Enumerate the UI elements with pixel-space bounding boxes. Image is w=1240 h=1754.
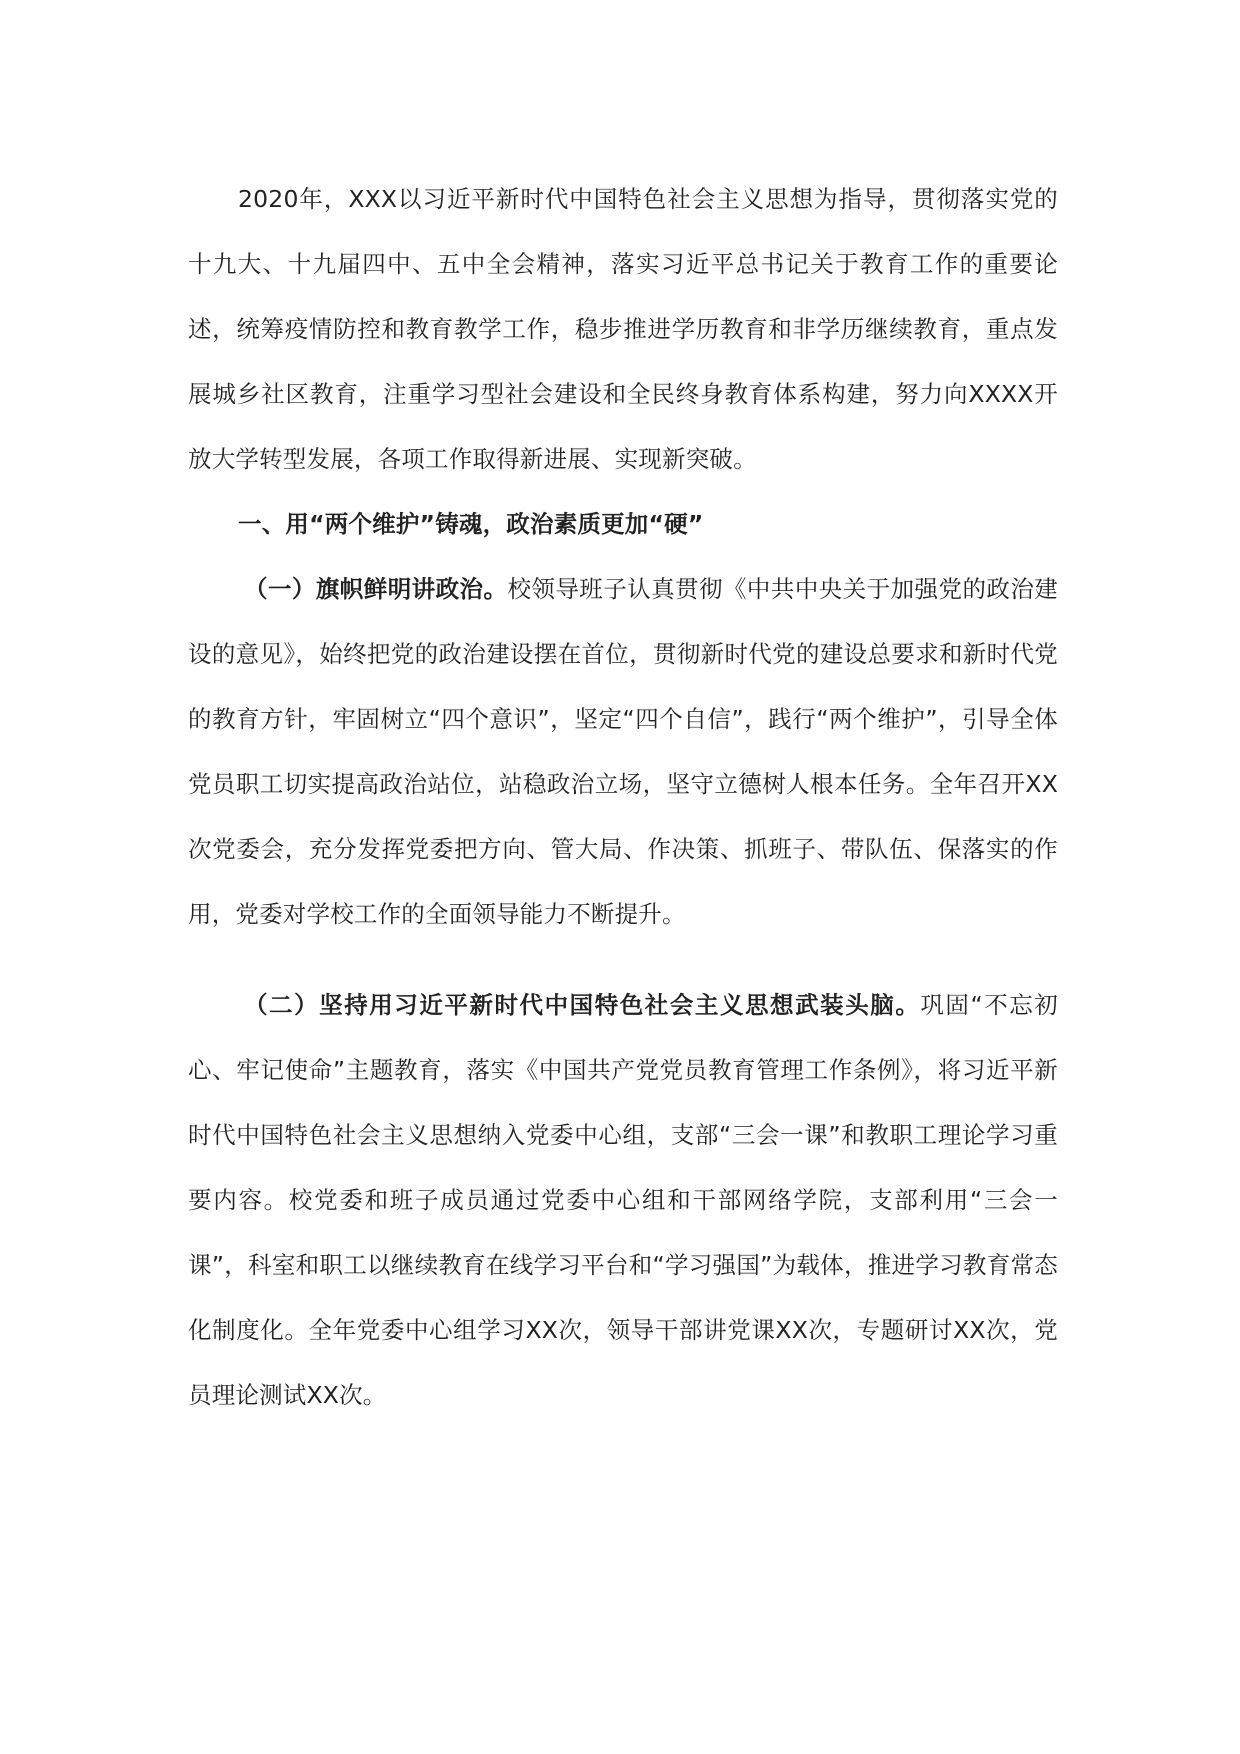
- document-body: [188, 167, 1058, 1428]
- subsection-title-1: （一）旗帜鲜明讲政治。: [244, 575, 508, 603]
- subsection-paragraph-1: [188, 557, 1058, 947]
- subsection-body-1: 校领导班子认真贯彻《中共中央关于加强党的政治建设的意见》，始终把党的政治建设摆在首位，贯彻新时代党的建设总要求和新时代党的教育方针，牢固树立“四个意识”，坚定“四个自信”，践行“两个维护”，引导全体党员职工切实提高政治站位，站稳政治立场，坚守立德树人根本任务。全年召开XX次党委会，充分发挥党委把方向、管大局、作决策、抓班子、带队伍、保落实的作用，党委对学校工作的全面领导能力不断提升。: [188, 575, 1058, 928]
- subsection-title-2: （二）坚持用习近平新时代中国特色社会主义思想武装头脑。: [244, 991, 921, 1019]
- subsection-body-2: 巩固“不忘初心、牢记使命”主题教育，落实《中国共产党党员教育管理工作条例》，将习近平新时代中国特色社会主义思想纳入党委中心组，支部“三会一课”和教职工理论学习重要内容。校党委和班子成员通过党委中心组和干部网络学院，支部利用“三会一课”，科室和职工以继续教育在线学习平台和“学习强国”为载体，推进学习教育常态化制度化。全年党委中心组学习XX次，领导干部讲党课XX次，专题研讨XX次，党员理论测试XX次。: [188, 991, 1059, 1409]
- subsection-paragraph-2: [188, 973, 1058, 1428]
- section-heading: 一、用“两个维护”铸魂，政治素质更加“硬”: [238, 510, 704, 538]
- intro-paragraph: 2020年，XXX以习近平新时代中国特色社会主义思想为指导，贯彻落实党的十九大、十九届四中、五中全会精神，落实习近平总书记关于教育工作的重要论述，统筹疫情防控和教育教学工作，稳步推进学历教育和非学历继续教育，重点发展城乡社区教育，注重学习型社会建设和全民终身教育体系构建，努力向XXXX开放大学转型发展，各项工作取得新进展、实现新突破。: [188, 185, 1058, 473]
